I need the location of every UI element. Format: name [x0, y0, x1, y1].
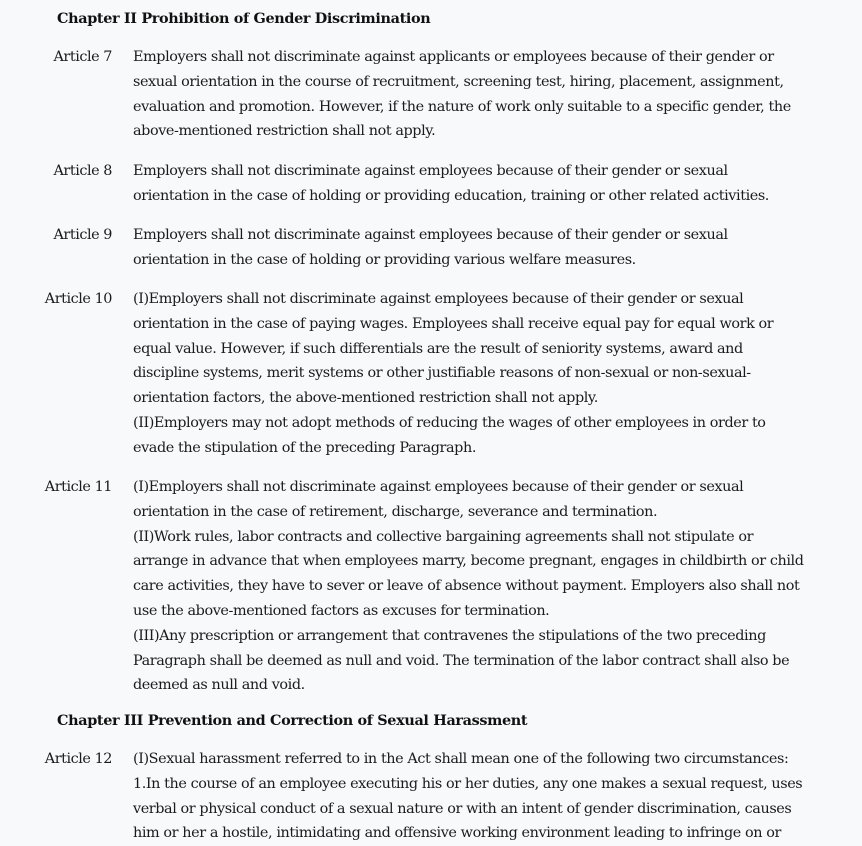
article-line: (I)Employers shall not discriminate against employees because of their gender or sexual: [133, 479, 744, 495]
article-body: [133, 159, 773, 209]
article-line: orientation in the case of holding or providing education, training or other related activities.: [133, 187, 769, 204]
article-line: Employers shall not discriminate against applicants or employees because of their gender or: [133, 49, 774, 65]
chapter-heading: Chapter III Prevention and Correction of Sexual Harassment: [57, 712, 528, 729]
article-label: Article 12: [44, 751, 112, 767]
article-line: Employers shall not discriminate against employees because of their gender or sexual: [133, 163, 728, 179]
article-line: (II)Employers may not adopt methods of reducing the wages of other employees in order to: [133, 414, 766, 431]
article-line: (III)Any prescription or arrangement that contravenes the stipulations of the two preceding: [133, 627, 766, 644]
article-label: Article 9: [53, 227, 112, 243]
article-line: him or her a hostile, intimidating and offensive working environment leading to infringe on or: [133, 825, 782, 842]
article-line: orientation in the case of holding or providing various welfare measures.: [133, 251, 636, 268]
article-line: (I)Employers shall not discriminate against employees because of their gender or sexual: [133, 291, 744, 307]
article-line: arrange in advance that when employees marry, become pregnant, engages in childbirth or child: [133, 553, 804, 570]
article-label: Article 7: [53, 49, 112, 65]
article-body: [133, 747, 803, 846]
article-body: [133, 287, 773, 461]
article-line: Employers shall not discriminate against employees because of their gender or sexual: [133, 227, 728, 243]
article-line: discipline systems, merit systems or other justifiable reasons of non-sexual or non-sexual-: [133, 365, 751, 382]
chapter-heading: Chapter II Prohibition of Gender Discrimination: [57, 10, 431, 27]
article-body: [133, 475, 804, 698]
article-line: evaluation and promotion. However, if the nature of work only suitable to a specific gender, the: [133, 98, 791, 115]
article-line: orientation factors, the above-mentioned restriction shall not apply.: [133, 390, 598, 407]
article-body: [133, 45, 791, 144]
article-line: above-mentioned restriction shall not apply.: [133, 123, 436, 140]
article-line: use the above-mentioned factors as excuses for termination.: [133, 602, 550, 619]
article-line: sexual orientation in the course of recruitment, screening test, hiring, placement, assignment,: [133, 73, 784, 90]
article-line: evade the stipulation of the preceding Paragraph.: [133, 439, 476, 456]
article-line: equal value. However, if such differentials are the result of seniority systems, award and: [133, 340, 743, 357]
article-line: (I)Sexual harassment referred to in the Act shall mean one of the following two circumstances:: [133, 751, 789, 767]
article-label: Article 10: [44, 291, 112, 307]
article-line: orientation in the case of retirement, discharge, severance and termination.: [133, 503, 658, 520]
article-line: Paragraph shall be deemed as null and void. The termination of the labor contract shall also be: [133, 652, 790, 669]
article-line: (II)Work rules, labor contracts and collective bargaining agreements shall not stipulate or: [133, 528, 754, 545]
article-line: verbal or physical conduct of a sexual nature or with an intent of gender discrimination, causes: [133, 800, 792, 817]
article-line: deemed as null and void.: [133, 677, 305, 694]
article-line: orientation in the case of paying wages. Employees shall receive equal pay for equal work or: [133, 315, 774, 332]
article-label: Article 11: [44, 479, 112, 495]
article-line: care activities, they have to sever or leave of absence without payment. Employers also shall not: [133, 578, 800, 595]
article-line: 1.In the course of an employee executing his or her duties, any one makes a sexual request, uses: [133, 775, 803, 792]
article-label: Article 8: [53, 163, 112, 179]
article-body: [133, 223, 773, 273]
